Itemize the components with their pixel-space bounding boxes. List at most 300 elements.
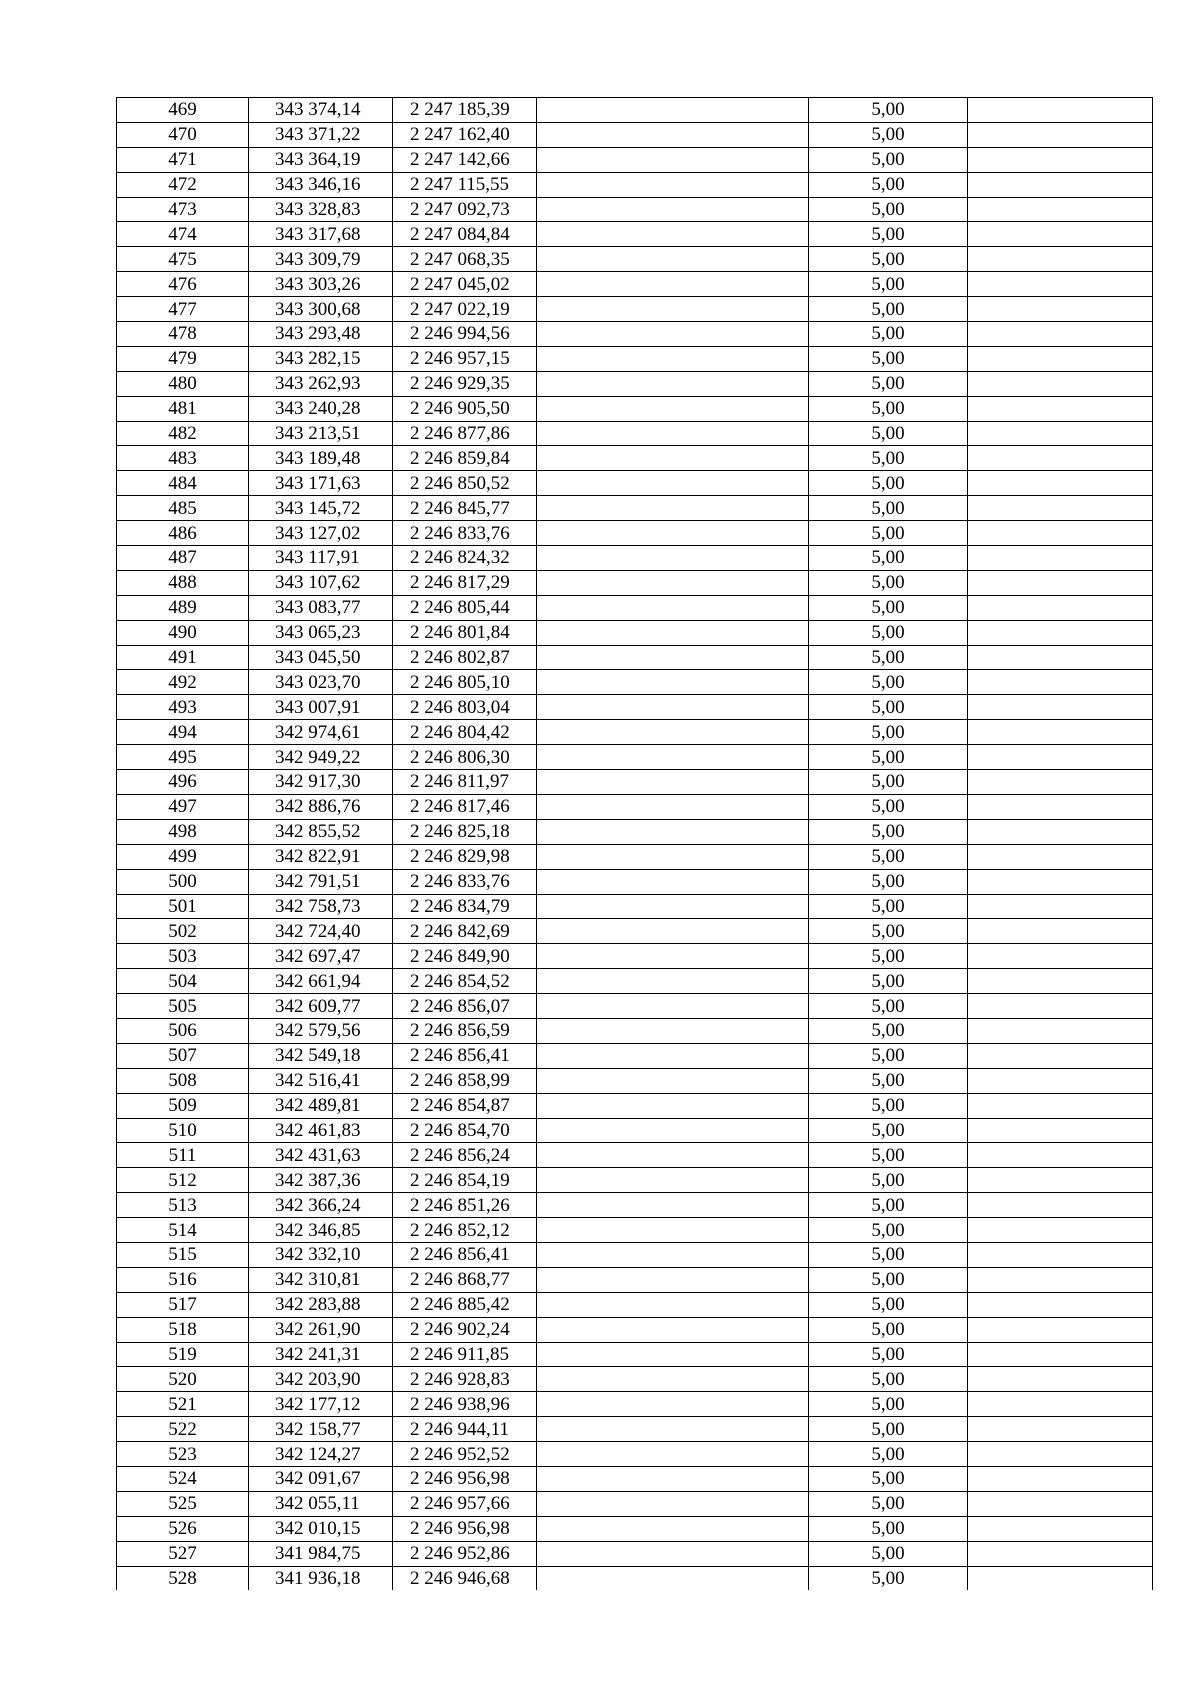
point-number-cell: 504 [117,969,249,994]
table-row [117,695,1153,720]
value-cell: 5,00 [809,247,968,272]
table-row [117,1168,1153,1193]
empty-cell [968,371,1153,396]
table-row [117,297,1153,322]
y-coordinate-cell: 2 246 905,50 [393,396,537,421]
x-coordinate-cell: 342 579,56 [249,1018,393,1043]
empty-cell [968,546,1153,571]
point-number-cell: 485 [117,496,249,521]
y-coordinate-cell: 2 246 833,76 [393,869,537,894]
table-row [117,1566,1153,1590]
empty-cell [537,521,809,546]
value-cell: 5,00 [809,595,968,620]
point-number-cell: 496 [117,770,249,795]
empty-cell [968,819,1153,844]
table-row [117,1292,1153,1317]
table-row [117,1143,1153,1168]
x-coordinate-cell: 343 145,72 [249,496,393,521]
table-row [117,1466,1153,1491]
y-coordinate-cell: 2 247 022,19 [393,297,537,322]
x-coordinate-cell: 342 724,40 [249,919,393,944]
table-row [117,770,1153,795]
x-coordinate-cell: 342 332,10 [249,1242,393,1267]
value-cell: 5,00 [809,197,968,222]
y-coordinate-cell: 2 246 850,52 [393,471,537,496]
empty-cell [968,1367,1153,1392]
empty-cell [537,371,809,396]
empty-cell [537,620,809,645]
empty-cell [968,670,1153,695]
table-row [117,1442,1153,1467]
y-coordinate-cell: 2 246 854,87 [393,1093,537,1118]
empty-cell [968,1342,1153,1367]
point-number-cell: 522 [117,1417,249,1442]
empty-cell [537,396,809,421]
table-row [117,322,1153,347]
y-coordinate-cell: 2 246 825,18 [393,819,537,844]
point-number-cell: 525 [117,1491,249,1516]
table-row [117,570,1153,595]
value-cell: 5,00 [809,1317,968,1342]
point-number-cell: 498 [117,819,249,844]
x-coordinate-cell: 343 083,77 [249,595,393,620]
table-row [117,446,1153,471]
y-coordinate-cell: 2 246 956,98 [393,1516,537,1541]
empty-cell [537,595,809,620]
empty-cell [537,969,809,994]
y-coordinate-cell: 2 247 142,66 [393,147,537,172]
x-coordinate-cell: 343 328,83 [249,197,393,222]
point-number-cell: 492 [117,670,249,695]
empty-cell [968,1218,1153,1243]
point-number-cell: 491 [117,645,249,670]
value-cell: 5,00 [809,1292,968,1317]
table-row [117,1193,1153,1218]
table-row [117,620,1153,645]
empty-cell [968,1442,1153,1467]
y-coordinate-cell: 2 246 928,83 [393,1367,537,1392]
x-coordinate-cell: 343 371,22 [249,122,393,147]
x-coordinate-cell: 343 262,93 [249,371,393,396]
table-row [117,421,1153,446]
empty-cell [537,346,809,371]
x-coordinate-cell: 342 855,52 [249,819,393,844]
empty-cell [537,919,809,944]
y-coordinate-cell: 2 246 829,98 [393,844,537,869]
y-coordinate-cell: 2 246 856,59 [393,1018,537,1043]
y-coordinate-cell: 2 246 806,30 [393,745,537,770]
empty-cell [537,819,809,844]
value-cell: 5,00 [809,670,968,695]
value-cell: 5,00 [809,222,968,247]
x-coordinate-cell: 343 171,63 [249,471,393,496]
point-number-cell: 523 [117,1442,249,1467]
y-coordinate-cell: 2 246 938,96 [393,1392,537,1417]
empty-cell [968,197,1153,222]
y-coordinate-cell: 2 246 852,12 [393,1218,537,1243]
y-coordinate-cell: 2 246 824,32 [393,546,537,571]
point-number-cell: 505 [117,994,249,1019]
empty-cell [537,222,809,247]
point-number-cell: 518 [117,1317,249,1342]
empty-cell [968,944,1153,969]
x-coordinate-cell: 343 007,91 [249,695,393,720]
point-number-cell: 501 [117,894,249,919]
point-number-cell: 509 [117,1093,249,1118]
empty-cell [537,147,809,172]
y-coordinate-cell: 2 246 859,84 [393,446,537,471]
empty-cell [537,1218,809,1243]
point-number-cell: 494 [117,720,249,745]
empty-cell [968,471,1153,496]
y-coordinate-cell: 2 246 834,79 [393,894,537,919]
empty-cell [537,471,809,496]
table-row [117,1267,1153,1292]
y-coordinate-cell: 2 247 045,02 [393,272,537,297]
value-cell: 5,00 [809,1516,968,1541]
empty-cell [968,645,1153,670]
point-number-cell: 506 [117,1018,249,1043]
value-cell: 5,00 [809,1168,968,1193]
value-cell: 5,00 [809,1093,968,1118]
empty-cell [537,1342,809,1367]
empty-cell [537,994,809,1019]
y-coordinate-cell: 2 246 805,44 [393,595,537,620]
empty-cell [968,1541,1153,1566]
x-coordinate-cell: 343 317,68 [249,222,393,247]
x-coordinate-cell: 343 300,68 [249,297,393,322]
empty-cell [537,1442,809,1467]
x-coordinate-cell: 342 055,11 [249,1491,393,1516]
table-row [117,172,1153,197]
empty-cell [968,147,1153,172]
value-cell: 5,00 [809,570,968,595]
value-cell: 5,00 [809,1417,968,1442]
empty-cell [537,322,809,347]
empty-cell [537,1018,809,1043]
value-cell: 5,00 [809,1442,968,1467]
empty-cell [537,869,809,894]
table-row [117,645,1153,670]
x-coordinate-cell: 343 117,91 [249,546,393,571]
x-coordinate-cell: 342 758,73 [249,894,393,919]
empty-cell [537,844,809,869]
point-number-cell: 475 [117,247,249,272]
point-number-cell: 520 [117,1367,249,1392]
y-coordinate-cell: 2 246 957,15 [393,346,537,371]
point-number-cell: 486 [117,521,249,546]
point-number-cell: 480 [117,371,249,396]
empty-cell [968,570,1153,595]
point-number-cell: 515 [117,1242,249,1267]
empty-cell [968,1491,1153,1516]
empty-cell [537,1516,809,1541]
empty-cell [968,994,1153,1019]
empty-cell [968,1143,1153,1168]
point-number-cell: 481 [117,396,249,421]
table-row [117,1043,1153,1068]
point-number-cell: 526 [117,1516,249,1541]
table-row [117,346,1153,371]
table-row [117,994,1153,1019]
point-number-cell: 516 [117,1267,249,1292]
table-row [117,1417,1153,1442]
empty-cell [968,521,1153,546]
x-coordinate-cell: 342 261,90 [249,1317,393,1342]
empty-cell [968,595,1153,620]
table-row [117,670,1153,695]
x-coordinate-cell: 343 364,19 [249,147,393,172]
empty-cell [968,1392,1153,1417]
empty-cell [537,695,809,720]
empty-cell [537,1093,809,1118]
point-number-cell: 469 [117,98,249,123]
y-coordinate-cell: 2 246 902,24 [393,1317,537,1342]
table-row [117,1491,1153,1516]
empty-cell [537,446,809,471]
y-coordinate-cell: 2 246 817,29 [393,570,537,595]
point-number-cell: 507 [117,1043,249,1068]
y-coordinate-cell: 2 246 801,84 [393,620,537,645]
table-row [117,197,1153,222]
value-cell: 5,00 [809,994,968,1019]
empty-cell [968,1566,1153,1590]
value-cell: 5,00 [809,546,968,571]
y-coordinate-cell: 2 246 877,86 [393,421,537,446]
value-cell: 5,00 [809,944,968,969]
table-row [117,122,1153,147]
x-coordinate-cell: 342 310,81 [249,1267,393,1292]
x-coordinate-cell: 343 293,48 [249,322,393,347]
empty-cell [537,247,809,272]
y-coordinate-cell: 2 246 845,77 [393,496,537,521]
value-cell: 5,00 [809,471,968,496]
y-coordinate-cell: 2 247 162,40 [393,122,537,147]
value-cell: 5,00 [809,745,968,770]
empty-cell [968,770,1153,795]
value-cell: 5,00 [809,1342,968,1367]
empty-cell [968,172,1153,197]
value-cell: 5,00 [809,1491,968,1516]
empty-cell [537,1143,809,1168]
value-cell: 5,00 [809,1043,968,1068]
value-cell: 5,00 [809,147,968,172]
empty-cell [968,1193,1153,1218]
empty-cell [968,1516,1153,1541]
empty-cell [968,297,1153,322]
table-row [117,720,1153,745]
x-coordinate-cell: 342 822,91 [249,844,393,869]
table-row [117,272,1153,297]
point-number-cell: 493 [117,695,249,720]
point-number-cell: 511 [117,1143,249,1168]
value-cell: 5,00 [809,1267,968,1292]
value-cell: 5,00 [809,1193,968,1218]
x-coordinate-cell: 343 309,79 [249,247,393,272]
x-coordinate-cell: 343 189,48 [249,446,393,471]
point-number-cell: 479 [117,346,249,371]
table-row [117,1541,1153,1566]
y-coordinate-cell: 2 246 811,97 [393,770,537,795]
y-coordinate-cell: 2 246 849,90 [393,944,537,969]
table-row [117,1392,1153,1417]
point-number-cell: 487 [117,546,249,571]
y-coordinate-cell: 2 246 856,41 [393,1043,537,1068]
point-number-cell: 470 [117,122,249,147]
table-row [117,919,1153,944]
empty-cell [968,247,1153,272]
table-row [117,1516,1153,1541]
empty-cell [968,222,1153,247]
empty-cell [968,1068,1153,1093]
y-coordinate-cell: 2 246 911,85 [393,1342,537,1367]
empty-cell [968,396,1153,421]
point-number-cell: 499 [117,844,249,869]
empty-cell [968,1292,1153,1317]
empty-cell [537,272,809,297]
x-coordinate-cell: 342 387,36 [249,1168,393,1193]
empty-cell [968,1466,1153,1491]
y-coordinate-cell: 2 246 854,52 [393,969,537,994]
empty-cell [968,720,1153,745]
empty-cell [537,98,809,123]
table-row [117,1367,1153,1392]
empty-cell [537,1541,809,1566]
table-row [117,496,1153,521]
y-coordinate-cell: 2 246 885,42 [393,1292,537,1317]
coordinates-table-body [117,98,1153,1591]
value-cell: 5,00 [809,1018,968,1043]
point-number-cell: 477 [117,297,249,322]
y-coordinate-cell: 2 247 068,35 [393,247,537,272]
value-cell: 5,00 [809,1367,968,1392]
empty-cell [968,745,1153,770]
y-coordinate-cell: 2 246 842,69 [393,919,537,944]
x-coordinate-cell: 342 516,41 [249,1068,393,1093]
empty-cell [537,172,809,197]
point-number-cell: 519 [117,1342,249,1367]
table-row [117,1218,1153,1243]
empty-cell [537,1242,809,1267]
empty-cell [968,1018,1153,1043]
point-number-cell: 512 [117,1168,249,1193]
empty-cell [537,1566,809,1590]
table-row [117,1068,1153,1093]
empty-cell [968,844,1153,869]
x-coordinate-cell: 343 303,26 [249,272,393,297]
y-coordinate-cell: 2 247 092,73 [393,197,537,222]
empty-cell [968,919,1153,944]
empty-cell [968,1093,1153,1118]
value-cell: 5,00 [809,645,968,670]
point-number-cell: 483 [117,446,249,471]
value-cell: 5,00 [809,1242,968,1267]
empty-cell [537,1267,809,1292]
empty-cell [968,1118,1153,1143]
table-row [117,595,1153,620]
y-coordinate-cell: 2 246 856,41 [393,1242,537,1267]
value-cell: 5,00 [809,1068,968,1093]
table-row [117,521,1153,546]
empty-cell [968,496,1153,521]
x-coordinate-cell: 342 609,77 [249,994,393,1019]
value-cell: 5,00 [809,894,968,919]
point-number-cell: 508 [117,1068,249,1093]
x-coordinate-cell: 343 065,23 [249,620,393,645]
empty-cell [968,346,1153,371]
value-cell: 5,00 [809,1466,968,1491]
empty-cell [537,1068,809,1093]
x-coordinate-cell: 342 917,30 [249,770,393,795]
y-coordinate-cell: 2 246 946,68 [393,1566,537,1590]
point-number-cell: 497 [117,794,249,819]
empty-cell [968,695,1153,720]
value-cell: 5,00 [809,1143,968,1168]
value-cell: 5,00 [809,446,968,471]
point-number-cell: 478 [117,322,249,347]
point-number-cell: 488 [117,570,249,595]
point-number-cell: 517 [117,1292,249,1317]
y-coordinate-cell: 2 247 115,55 [393,172,537,197]
empty-cell [537,670,809,695]
x-coordinate-cell: 342 431,63 [249,1143,393,1168]
value-cell: 5,00 [809,1118,968,1143]
empty-cell [968,421,1153,446]
point-number-cell: 510 [117,1118,249,1143]
x-coordinate-cell: 342 461,83 [249,1118,393,1143]
empty-cell [537,197,809,222]
point-number-cell: 502 [117,919,249,944]
x-coordinate-cell: 343 346,16 [249,172,393,197]
value-cell: 5,00 [809,98,968,123]
x-coordinate-cell: 343 045,50 [249,645,393,670]
empty-cell [968,98,1153,123]
empty-cell [537,944,809,969]
y-coordinate-cell: 2 246 868,77 [393,1267,537,1292]
value-cell: 5,00 [809,869,968,894]
x-coordinate-cell: 343 282,15 [249,346,393,371]
value-cell: 5,00 [809,421,968,446]
point-number-cell: 521 [117,1392,249,1417]
empty-cell [968,446,1153,471]
empty-cell [537,745,809,770]
empty-cell [968,122,1153,147]
table-row [117,147,1153,172]
x-coordinate-cell: 343 374,14 [249,98,393,123]
point-number-cell: 474 [117,222,249,247]
value-cell: 5,00 [809,1392,968,1417]
value-cell: 5,00 [809,969,968,994]
y-coordinate-cell: 2 246 858,99 [393,1068,537,1093]
table-row [117,98,1153,123]
x-coordinate-cell: 342 949,22 [249,745,393,770]
empty-cell [968,620,1153,645]
y-coordinate-cell: 2 246 994,56 [393,322,537,347]
x-coordinate-cell: 342 010,15 [249,1516,393,1541]
x-coordinate-cell: 342 697,47 [249,944,393,969]
y-coordinate-cell: 2 246 957,66 [393,1491,537,1516]
empty-cell [537,794,809,819]
value-cell: 5,00 [809,371,968,396]
x-coordinate-cell: 342 549,18 [249,1043,393,1068]
x-coordinate-cell: 342 158,77 [249,1417,393,1442]
y-coordinate-cell: 2 246 803,04 [393,695,537,720]
x-coordinate-cell: 343 107,62 [249,570,393,595]
value-cell: 5,00 [809,272,968,297]
value-cell: 5,00 [809,1541,968,1566]
x-coordinate-cell: 343 023,70 [249,670,393,695]
empty-cell [537,1193,809,1218]
